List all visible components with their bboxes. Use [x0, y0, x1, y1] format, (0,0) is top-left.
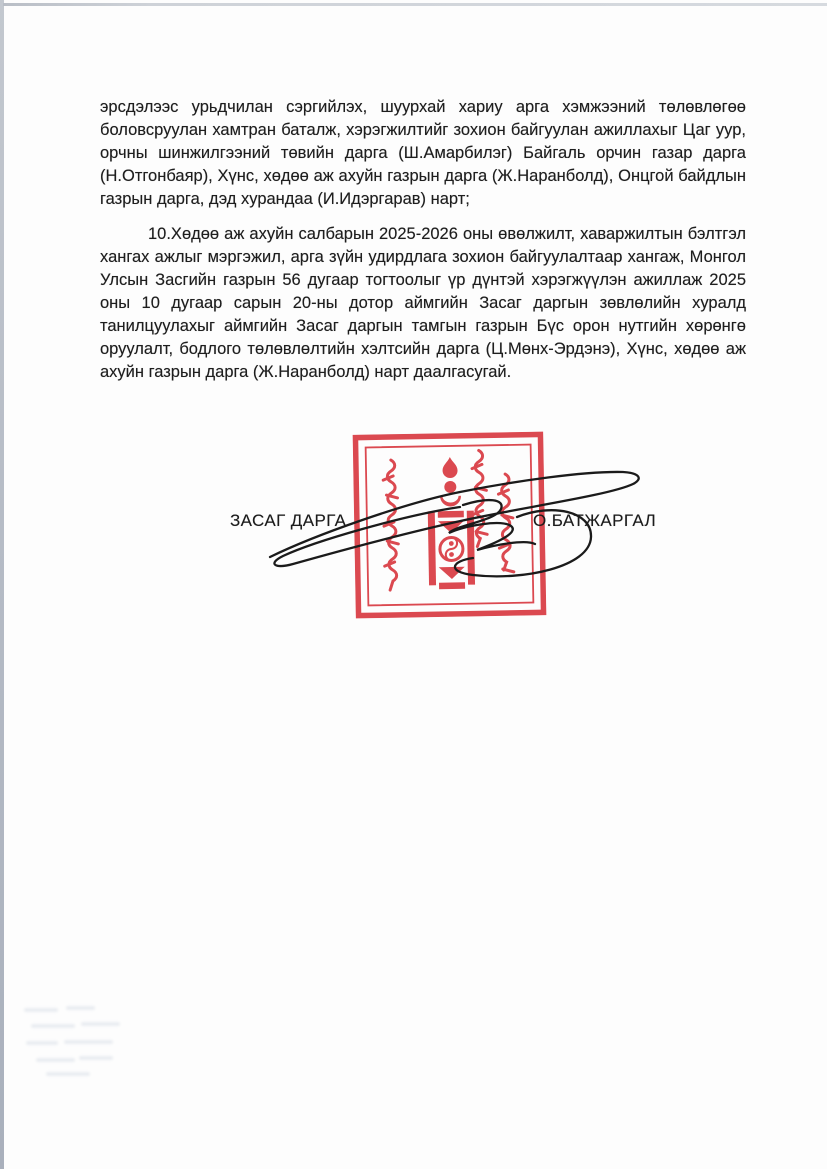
scan-edge-top [3, 3, 827, 6]
signer-title: ЗАСАГ ДАРГА [230, 511, 347, 530]
signer-name: О.БАТЖАРГАЛ [533, 511, 657, 530]
scan-edge-left [0, 0, 4, 1169]
document-body [100, 96, 746, 384]
body-paragraph-1: эрсдэлээс урьдчилан сэргийлэх, шуурхай хариу арга хэмжээний төлөвлөгөө боловсруулан хамтран баталж, хэрэгжилтийг зохион байгуулан ажиллахыг Цаг уур, орчны шинжилгээний төвийн дарга (Ш.Амарбилэг) Байгаль орчин газар дарга (Н.Отгонбаяр), Хүнс, хөдөө аж ахуйн газрын дарга (Ж.Наранболд), Онцгой байдлын газрын дарга, дэд хурандаа (И.Идэргарав) нарт; [100, 98, 746, 208]
bleed-through-mark [18, 998, 138, 1083]
body-paragraph-2: 10.Хөдөө аж ахуйн салбарын 2025-2026 оны өвөлжилт, хаваржилтын бэлтгэл хангах ажлыг мэргэжил, арга зүйн удирдлага зохион байгуулалтаар хангаж, Монгол Улсын Засгийн газрын 56 дугаар тогтоолыг үр дүнтэй хэрэгжүүлэн ажиллаж 2025 оны 10 дугаар сарын 20-ны дотор аймгийн Засаг даргын зөвлөлийн хуралд танилцуулахыг аймгийн Засаг даргын тамгын газрын Бүс орон нутгийн хөрөнгө оруулалт, бодлого төлөвлөлтийн хэлтсийн дарга (Ц.Мөнх-Эрдэнэ), Хүнс, хөдөө аж ахуйн газрын дарга (Ж.Наранболд) нарт даалгасугай. [100, 225, 746, 381]
handwritten-signature [255, 465, 655, 580]
